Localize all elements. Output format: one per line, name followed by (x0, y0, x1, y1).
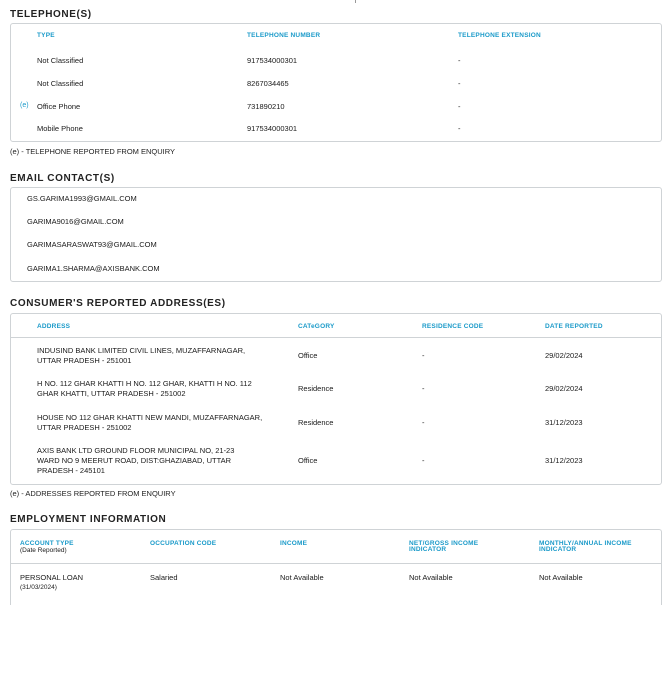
tel-extension: - (458, 56, 461, 65)
address-line: WARD NO 9 MEERUT ROAD, DIST:GHAZIABAD, UTTAR (37, 456, 232, 465)
tel-number: 917534000301 (247, 56, 298, 65)
addr-header-address: ADDRESS (37, 323, 71, 330)
emp-header-net-gross-indicator: INDICATOR (409, 546, 447, 553)
emp-header-account-type: ACCOUNT TYPE (20, 540, 74, 547)
emp-net-gross: Not Available (409, 573, 453, 582)
address-line: GHAR KHATTI, UTTAR PRADESH - 251002 (37, 389, 186, 398)
tel-extension: - (458, 124, 461, 133)
addr-header-residence-code: RESIDENCE CODE (422, 323, 484, 330)
emp-account-type: PERSONAL LOAN (20, 573, 84, 582)
emp-header-net-gross: NET/GROSS INCOME (409, 540, 479, 547)
enquiry-flag: (e) (20, 102, 29, 109)
address-line: AXIS BANK LTD GROUND FLOOR MUNICIPAL NO, 21-23 (37, 446, 235, 455)
address-category: Residence (298, 384, 334, 393)
emp-header-occupation: OCCUPATION CODE (150, 540, 217, 547)
telephones-note: (e) - TELEPHONE REPORTED FROM ENQUIRY (10, 147, 176, 156)
address-date: 31/12/2023 (545, 456, 583, 465)
address-line: H NO. 112 GHAR KHATTI H NO. 112 GHAR, KHATTI H NO. 112 (37, 379, 252, 388)
emp-income: Not Available (280, 573, 324, 582)
address-line: UTTAR PRADESH - 251002 (37, 423, 132, 432)
addresses-table (10, 313, 662, 485)
tel-header-type: TYPE (37, 32, 55, 39)
tel-number: 917534000301 (247, 124, 298, 133)
emp-header-monthly-annual-indicator: INDICATOR (539, 546, 577, 553)
tel-type: Not Classified (37, 56, 84, 65)
tel-type: Mobile Phone (37, 124, 83, 133)
emp-occupation: Salaried (150, 573, 178, 582)
address-residence-code: - (422, 456, 425, 465)
telephones-title: TELEPHONE(S) (10, 9, 92, 20)
emp-date-reported: (31/03/2024) (20, 584, 57, 591)
top-edge-mark (355, 0, 356, 3)
address-line: PRADESH - 245101 (37, 466, 105, 475)
address-residence-code: - (422, 418, 425, 427)
tel-header-number: TELEPHONE NUMBER (247, 32, 321, 39)
addr-header-date-reported: DATE REPORTED (545, 323, 603, 330)
address-category: Office (298, 351, 318, 360)
address-date: 29/02/2024 (545, 384, 583, 393)
employment-title: EMPLOYMENT INFORMATION (10, 514, 167, 525)
addr-header-category: CATeGORY (298, 323, 335, 330)
address-line: HOUSE NO 112 GHAR KHATTI NEW MANDI, MUZAFFARNAGAR, (37, 413, 263, 422)
tel-header-extension: TELEPHONE EXTENSION (458, 32, 541, 39)
address-date: 31/12/2023 (545, 418, 583, 427)
address-line: INDUSIND BANK LIMITED CIVIL LINES, MUZAFFARNAGAR, (37, 346, 246, 355)
address-residence-code: - (422, 384, 425, 393)
header-divider (11, 563, 661, 564)
emp-monthly-annual: Not Available (539, 573, 583, 582)
addresses-title: CONSUMER'S REPORTED ADDRESS(ES) (10, 298, 226, 309)
tel-number: 731890210 (247, 102, 285, 111)
employment-table (10, 529, 662, 605)
addresses-note: (e) - ADDRESSES REPORTED FROM ENQUIRY (10, 489, 176, 498)
address-residence-code: - (422, 351, 425, 360)
email-item: GARIMASARASWAT93@GMAIL.COM (27, 240, 157, 249)
header-divider (11, 337, 661, 338)
address-category: Residence (298, 418, 334, 427)
emails-list (10, 187, 662, 282)
emails-title: EMAIL CONTACT(S) (10, 173, 115, 184)
address-category: Office (298, 456, 318, 465)
address-date: 29/02/2024 (545, 351, 583, 360)
telephones-table (10, 23, 662, 142)
tel-extension: - (458, 79, 461, 88)
emp-header-monthly-annual: MONTHLY/ANNUAL INCOME (539, 540, 632, 547)
emp-header-income: INCOME (280, 540, 308, 547)
email-item: GS.GARIMA1993@GMAIL.COM (27, 194, 137, 203)
emp-header-date-reported: (Date Reported) (20, 547, 67, 554)
tel-type: Office Phone (37, 102, 81, 111)
tel-extension: - (458, 102, 461, 111)
address-line: UTTAR PRADESH - 251001 (37, 356, 132, 365)
tel-type: Not Classified (37, 79, 84, 88)
tel-number: 8267034465 (247, 79, 289, 88)
email-item: GARIMA1.SHARMA@AXISBANK.COM (27, 264, 160, 273)
email-item: GARIMA9016@GMAIL.COM (27, 217, 124, 226)
